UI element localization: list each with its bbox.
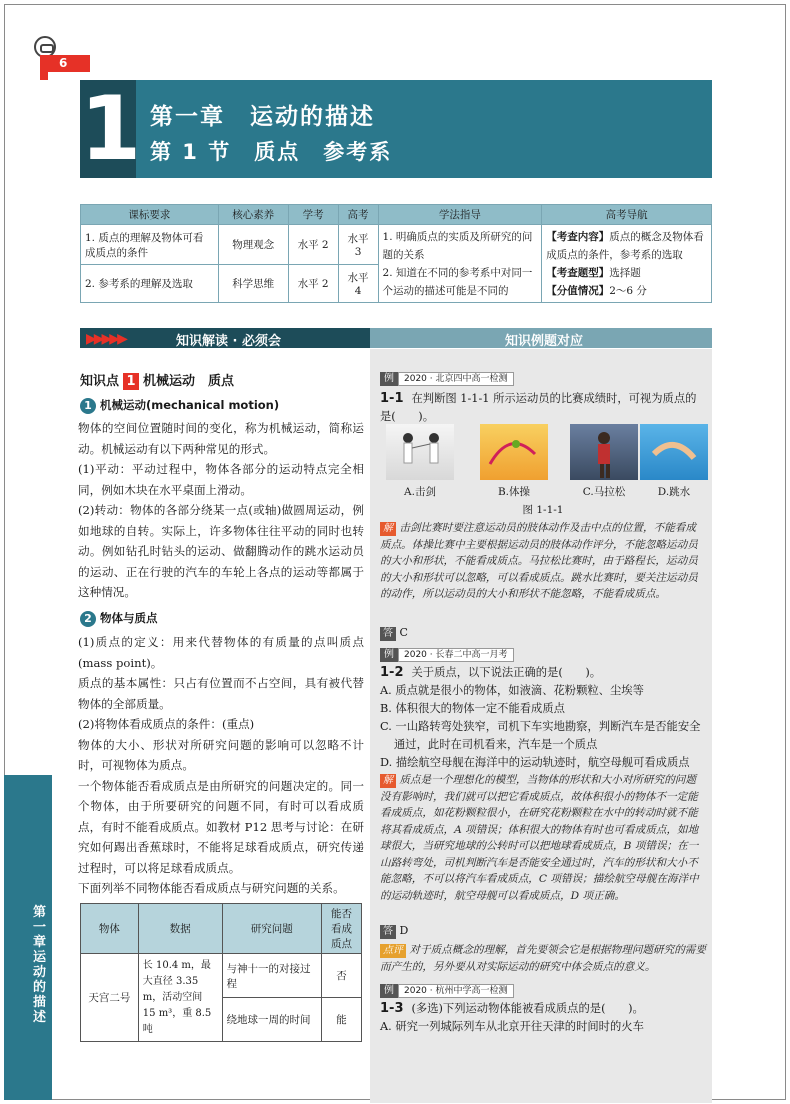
example-number: 1-2	[380, 665, 404, 680]
paragraph: 物体的大小、形状对所研究问题的影响可以忽略不计时，可视物体为质点。	[78, 737, 364, 772]
solution-tag: 解	[380, 774, 396, 788]
nav-tag: 【考查内容】	[546, 230, 610, 243]
obj-name: 天宫二号	[81, 954, 139, 1042]
chapter-number: 1	[80, 77, 142, 180]
obj-header: 研究问题	[222, 904, 322, 954]
standards-table	[80, 204, 712, 303]
caption-d: D.跳水	[657, 486, 691, 498]
example-tag: 例	[380, 372, 398, 386]
std-header: 学考	[288, 205, 338, 225]
subheading-2	[80, 610, 158, 627]
std-nav-3	[546, 282, 707, 300]
page-number: 6	[40, 55, 90, 72]
std-core: 科学思维	[218, 265, 288, 303]
std-header: 高考导航	[542, 205, 712, 225]
knowledge-body-1	[78, 418, 364, 603]
example-source: 2020 · 北京四中高一检测	[398, 372, 514, 386]
arrows-icon: ▶▶▶▶▶	[86, 331, 125, 347]
obj-header: 数据	[138, 904, 222, 954]
question-text: 关于质点，以下说法正确的是( )。	[411, 666, 602, 679]
example-2-solution	[380, 772, 706, 904]
nav-text: 质点的概念及物体看成质点的条件，参考系的选取	[546, 230, 704, 261]
example-2-comment	[380, 942, 706, 975]
example-1-answer	[380, 626, 408, 641]
side-tab-text: 第一章 运动的描述	[33, 905, 60, 1025]
example-1-question	[380, 390, 706, 426]
obj-header: 能否看成质点	[322, 904, 362, 954]
example-2-question	[380, 664, 706, 772]
sub-title: 机械运动(mechanical motion)	[100, 398, 280, 412]
solution-text: 质点是一个理想化的模型，当物体的形状和大小对所研究的问题没有影响时，我们就可以把它看成质点，故体积很小的物体不一定能看成质点，如花粉颗粒很小，在研究花粉颗粒在水中的转动时就不能将其看成质点，A 项错误；体积很大的物体有时也可看成质点，如地球很大，当研究地球的公转时可以把地球看成质点，B 项错误；在一山路转弯处，司机判断汽车是否能安全通过时，汽车的形状和大小不能忽略，不可以将汽车看成质点，C 项错误；描绘航空母舰在海洋中的运动轨迹时，航空母舰可以看成质点，D 项正确。	[380, 774, 699, 902]
option: A. 质点就是很小的物体，如液滴、花粉颗粒、尘埃等	[380, 684, 644, 697]
example-number: 1-3	[380, 1001, 404, 1016]
example-1-solution	[380, 520, 706, 603]
gymnastics-image	[480, 424, 548, 480]
std-guide-1: 1. 明确质点的实质及所研究的问题的关系	[382, 230, 533, 261]
example-1-header	[380, 370, 514, 386]
nav-text: 选择题	[609, 266, 641, 279]
paragraph: (2)将物体看成质点的条件：(重点)	[78, 717, 255, 731]
option: A. 研究一列城际列车从北京开往天津的时间时的火车	[380, 1020, 644, 1033]
obj-data: 长 10.4 m，最大直径 3.35 m，活动空间 15 m³，重 8.5 吨	[138, 954, 222, 1042]
question-text: (多选)下列运动物体能被看成质点的是( )。	[411, 1002, 644, 1015]
obj-answer: 能	[322, 998, 362, 1042]
paragraph: (2)转动：物体的各部分绕某一点(或轴)做圆周运动，例如地球的自转。实际上，许多物体往往平动的同时也转动。例如钻孔时钻头的运动、做翻腾动作的跳水运动员的运动、正在行驶的汽车的车轮上各点的运动等都属于这种情况。	[78, 503, 364, 599]
section-right-title: 知识例题对应	[504, 334, 583, 349]
solution-tag: 解	[380, 522, 396, 536]
std-req: 1. 质点的理解及物体可看成质点的条件	[81, 225, 219, 265]
std-xk: 水平 2	[288, 265, 338, 303]
obj-question: 与神十一的对接过程	[222, 954, 322, 998]
std-gk: 水平 3	[338, 225, 378, 265]
object-table	[80, 903, 362, 1042]
std-core: 物理观念	[218, 225, 288, 265]
nav-text: 2～6 分	[609, 284, 647, 297]
obj-header: 物体	[81, 904, 139, 954]
fencing-image	[386, 424, 454, 480]
comment-text: 对于质点概念的理解，首先要领会它是根据物理问题研究的需要而产生的，另外要从对实际运动的研究中体会质点的意义。	[380, 944, 706, 973]
knowledge-point-heading	[80, 370, 234, 390]
kp-prefix: 知识点	[80, 374, 120, 389]
answer-tag: 答	[380, 925, 396, 939]
answer-tag: 答	[380, 627, 396, 641]
example-tag: 例	[380, 984, 398, 998]
example-3-question	[380, 1000, 706, 1036]
knowledge-body-2	[78, 632, 364, 899]
caption-c: C.马拉松	[582, 486, 626, 498]
obj-answer: 否	[322, 954, 362, 998]
example-2-header	[380, 646, 514, 662]
sub-number: 1	[80, 398, 96, 414]
nav-tag: 【考查题型】	[546, 266, 610, 279]
example-tag: 例	[380, 648, 398, 662]
sub-title: 物体与质点	[100, 611, 158, 625]
subheading-1	[80, 397, 279, 414]
paragraph: (1)平动：平动过程中，物体各部分的运动特点完全相同，例如木块在水平桌面上滑动。	[78, 462, 364, 497]
paragraph: 一个物体能否看成质点是由所研究的问题决定的。同一个物体，由于所要研究的问题不同，有时可以看成质点，有时不能看成质点。如教材 P12 思考与讨论：在研究如何踢出香蕉球时，不能将足球看成质点，研究传递过程时，可以将足球看成质点。	[78, 778, 364, 875]
paragraph: 下面列举不同物体能否看成质点与研究问题的关系。	[78, 881, 345, 895]
marathon-image	[570, 424, 638, 480]
paragraph: (1)质点的定义：用来代替物体的有质量的点叫质点(mass point)。	[78, 635, 364, 670]
example-source: 2020 · 杭州中学高一检测	[398, 984, 514, 998]
caption-a: A.击剑	[404, 486, 436, 498]
std-gk: 水平 4	[338, 265, 378, 303]
std-nav-2	[546, 264, 707, 282]
nav-tag: 【分值情况】	[546, 284, 610, 297]
std-xk: 水平 2	[288, 225, 338, 265]
sub-number: 2	[80, 611, 96, 627]
answer-value: C	[399, 626, 408, 639]
section-left-title: 知识解读 · 必须会	[176, 334, 281, 349]
question-text: 在判断图 1-1-1 所示运动员的比赛成绩时，可视为质点的是( )。	[380, 392, 697, 423]
figure-caption: 图 1-1-1	[522, 504, 564, 516]
comment-tag: 点评	[380, 944, 406, 958]
std-nav-1	[546, 228, 707, 264]
obj-question: 绕地球一周的时间	[222, 998, 322, 1042]
paragraph: 物体的空间位置随时间的变化，称为机械运动，简称运动。机械运动有以下两种常见的形式。	[78, 421, 364, 456]
option: B. 体积很大的物体一定不能看成质点	[380, 702, 565, 715]
paragraph: 质点的基本属性：只占有位置而不占空间，具有被代替物体的全部质量。	[78, 676, 364, 711]
section-title: 第 1 节 质点 参考系	[150, 140, 393, 164]
chapter-title: 第一章 运动的描述	[150, 104, 375, 130]
example-source: 2020 · 长春二中高一月考	[398, 648, 514, 662]
caption-b: B.体操	[497, 486, 531, 498]
kp-number: 1	[123, 373, 139, 390]
std-req: 2. 参考系的理解及选取	[81, 265, 219, 303]
std-header: 核心素养	[218, 205, 288, 225]
solution-text: 击剑比赛时要注意运动员的肢体动作及击中点的位置，不能看成质点。体操比赛中主要根据运动员的肢体动作评分，不能忽略运动员的大小和形状，不能看成质点。马拉松比赛时，由于路程长，运动员的大小和形状可以忽略，可以看成质点。跳水比赛时，要关注运动员的动作，所以运动员的大小和形状不能忽略，不能看成质点。	[380, 522, 698, 600]
std-header: 学法指导	[378, 205, 542, 225]
example-2-answer	[380, 924, 408, 939]
answer-value: D	[399, 924, 409, 937]
diving-image	[640, 424, 708, 480]
example-3-header	[380, 982, 514, 998]
std-header: 高考	[338, 205, 378, 225]
std-guide-2: 2. 知道在不同的参考系中对同一个运动的描述可能是不同的	[382, 266, 533, 297]
std-header: 课标要求	[81, 205, 219, 225]
kp-title: 机械运动 质点	[143, 374, 235, 389]
option: C. 一山路转弯处狭窄，司机下车实地勘察，判断汽车是否能安全通过，此时在司机看来，汽车是一个质点	[380, 720, 701, 751]
example-number: 1-1	[380, 391, 404, 406]
option: D. 描绘航空母舰在海洋中的运动轨迹时，航空母舰可看成质点	[380, 756, 690, 769]
